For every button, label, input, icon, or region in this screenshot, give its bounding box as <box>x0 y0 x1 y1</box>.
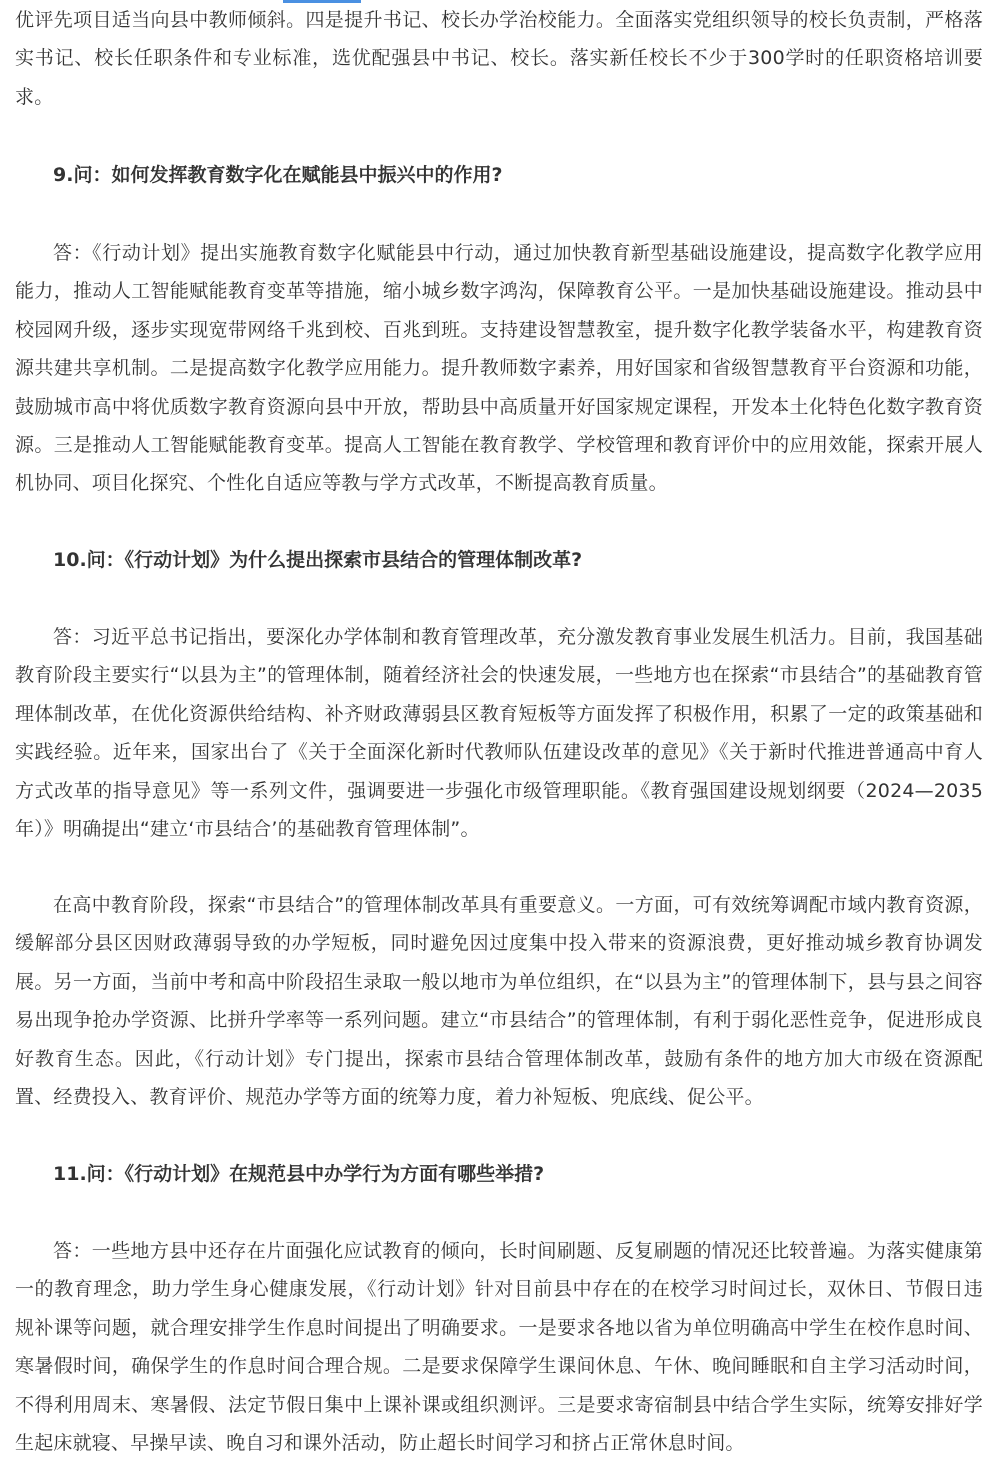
question-10-heading: 10.问：《行动计划》为什么提出探索市县结合的管理体制改革? <box>53 549 583 571</box>
answer-11-paragraph: 答：一些地方县中还存在片面强化应试教育的倾向，长时间刷题、反复刷题的情况还比较普遍。为落实健康第一的教育理念，助力学生身心健康发展，《行动计划》针对目前县中存在的在校学习时间过长，双休日、节假日违规补课等问题，就合理安排学生作息时间提出了明确要求。一是要求各地以省为单位明确高中学生在校作息时间、寒暑假时间，确保学生的作息时间合理合规。二是要求保障学生课间休息、午休、晚间睡眠和自主学习活动时间，不得利用周末、寒暑假、法定节假日集中上课补课或组织测评。三是要求寄宿制县中结合学生实际，统筹安排好学生起床就寝、早操早读、晚自习和课外活动，防止超长时间学习和挤占正常休息时间。 <box>15 1240 983 1455</box>
answer-10-continued-paragraph: 在高中教育阶段，探索“市县结合”的管理体制改革具有重要意义。一方面，可有效统筹调配市域内教育资源，缓解部分县区因财政薄弱导致的办学短板，同时避免因过度集中投入带来的资源浪费，更好推动城乡教育协调发展。另一方面，当前中考和高中阶段招生录取一般以地市为单位组织，在“以县为主”的管理体制下，县与县之间容易出现争抢办学资源、比拼升学率等一系列问题。建立“市县结合”的管理体制，有利于弱化恶性竞争，促进形成良好教育生态。因此，《行动计划》专门提出，探索市县结合管理体制改革，鼓励有条件的地方加大市级在资源配置、经费投入、教育评价、规范办学等方面的统筹力度，着力补短板、兜底线、促公平。 <box>15 894 983 1109</box>
answer-10-paragraph: 答：习近平总书记指出，要深化办学体制和教育管理改革，充分激发教育事业发展生机活力。目前，我国基础教育阶段主要实行“以县为主”的管理体制，随着经济社会的快速发展，一些地方也在探索“市县结合”的基础教育管理体制改革，在优化资源供给结构、补齐财政薄弱县区教育短板等方面发挥了积极作用，积累了一定的政策基础和实践经验。近年来，国家出台了《关于全面深化新时代教师队伍建设改革的意见》《关于新时代推进普通高中育人方式改革的指导意见》等一系列文件，强调要进一步强化市级管理职能。《教育强国建设规划纲要（2024—2035年）》明确提出“建立‘市县结合’的基础教育管理体制”。 <box>15 626 983 841</box>
answer-9-paragraph: 答：《行动计划》提出实施教育数字化赋能县中行动，通过加快教育新型基础设施建设，提高数字化教学应用能力，推动人工智能赋能教育变革等措施，缩小城乡数字鸿沟，保障教育公平。一是加快基础设施建设。推动县中校园网升级，逐步实现宽带网络千兆到校、百兆到班。支持建设智慧教室，提升数字化教学装备水平，构建教育资源共建共享机制。二是提高数字化教学应用能力。提升教师数字素养，用好国家和省级智慧教育平台资源和功能，鼓励城市高中将优质数字教育资源向县中开放，帮助县中高质量开好国家规定课程，开发本土化特色化数字教育资源。三是推动人工智能赋能教育变革。提高人工智能在教育教学、学校管理和教育评价中的应用效能，探索开展人机协同、项目化探究、个性化自适应等教与学方式改革，不断提高教育质量。 <box>15 242 983 495</box>
intro-paragraph: 优评先项目适当向县中教师倾斜。四是提升书记、校长办学治校能力。全面落实党组织领导的校长负责制，严格落实书记、校长任职条件和专业标准，选优配强县中书记、校长。落实新任校长不少于300学时的任职资格培训要求。 <box>15 9 983 108</box>
question-11-heading: 11.问：《行动计划》在规范县中办学行为方面有哪些举措? <box>53 1163 545 1185</box>
question-9-heading: 9.问：如何发挥教育数字化在赋能县中振兴中的作用? <box>53 164 503 186</box>
